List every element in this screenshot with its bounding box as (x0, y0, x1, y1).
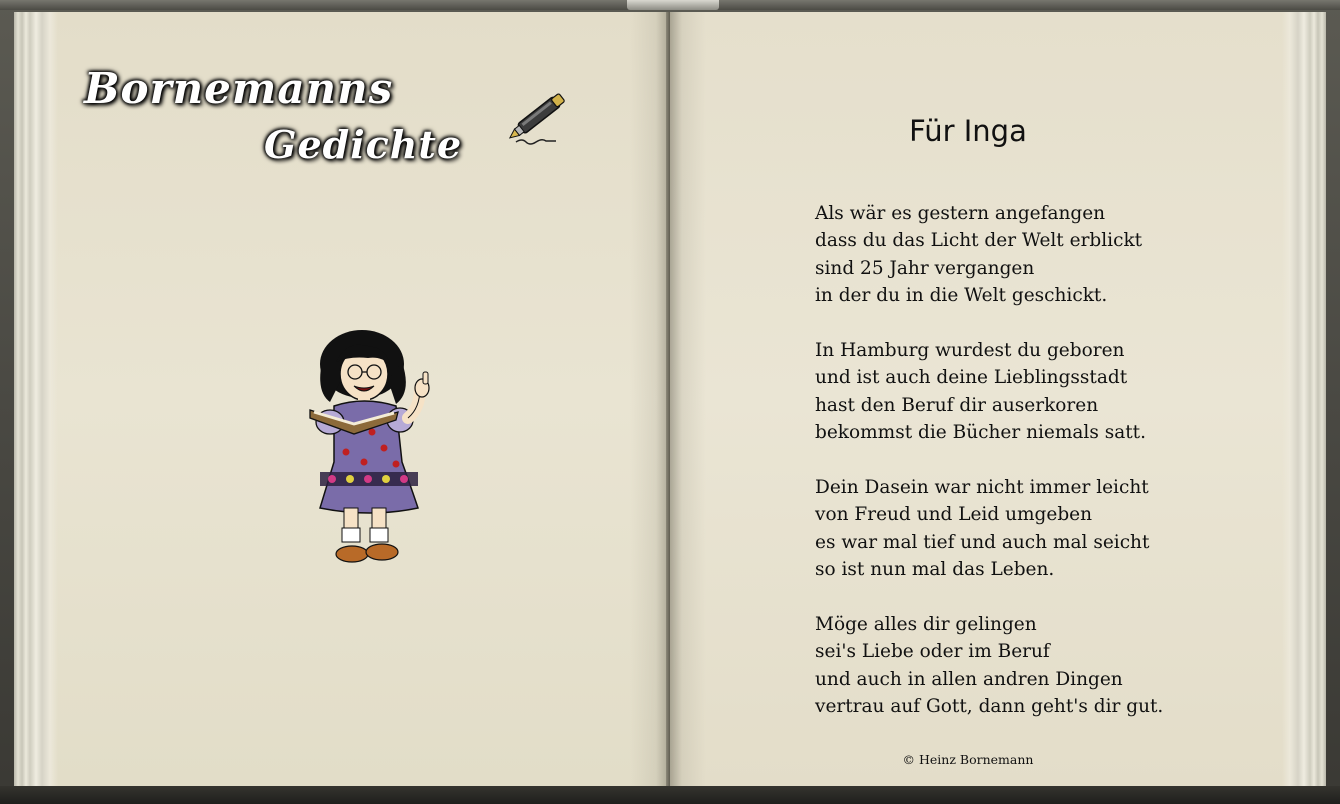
right-page (670, 12, 1326, 786)
poem-line: es war mal tief und auch mal seicht (815, 531, 1150, 553)
poem-line: in der du in die Welt geschickt. (815, 285, 1108, 307)
left-page (14, 12, 670, 786)
poem-line: bekommst die Bücher niemals satt. (815, 422, 1146, 444)
poem-line: Als wär es gestern angefangen (815, 203, 1106, 224)
logo-line-2: Gedichte (264, 122, 463, 167)
poem-line: dass du das Licht der Welt erblickt (815, 230, 1143, 252)
poem-line: Möge alles dir gelingen (815, 614, 1037, 636)
poem-stanza (815, 474, 1275, 584)
poem-line: vertrau auf Gott, dann geht's dir gut. (815, 696, 1164, 718)
poem-line: In Hamburg wurdest du geboren (815, 340, 1125, 362)
copyright-notice: © Heinz Bornemann (902, 752, 1034, 767)
poem-line: sind 25 Jahr vergangen (815, 257, 1035, 279)
poem-line: hast den Beruf dir auserkoren (815, 394, 1099, 416)
poem-line: Dein Dasein war nicht immer leicht (815, 477, 1149, 499)
poem-stanza (815, 200, 1275, 310)
book-clasp (627, 0, 719, 10)
logo-line-1: Bornemanns (84, 64, 394, 113)
girl-reading-book-illustration (292, 322, 442, 572)
poem-stanza (815, 337, 1275, 447)
poem-line: sei's Liebe oder im Beruf (815, 641, 1050, 663)
poem-line: und auch in allen andren Dingen (815, 668, 1123, 690)
poem-line: von Freud und Leid umgeben (815, 504, 1093, 526)
poem-body (815, 200, 1275, 748)
fountain-pen-icon (502, 74, 582, 154)
poem-line: so ist nun mal das Leben. (815, 559, 1055, 581)
poem-title: Für Inga (909, 114, 1027, 148)
poem-line: und ist auch deine Lieblingsstadt (815, 367, 1128, 389)
poem-stanza (815, 611, 1275, 721)
book-cover-bottom (0, 786, 1340, 804)
